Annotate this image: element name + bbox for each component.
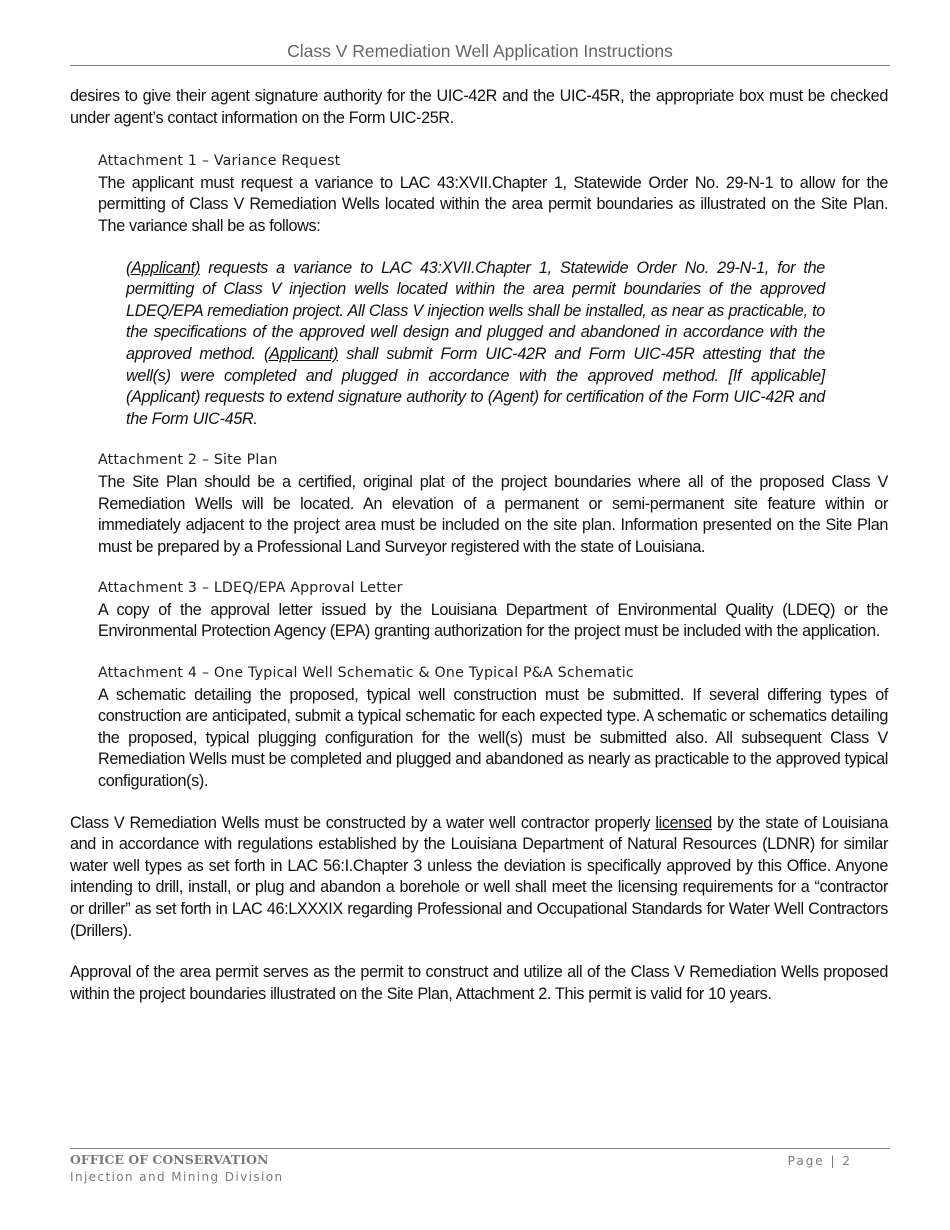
attachment-4-text: A schematic detailing the proposed, typical well construction must be submitted. If several differing types of construction are anticipated, submit a typical schematic for each expected type. A schematic or schematics detailing the proposed, typical plugging configuration for the well(s) must be submitted also. All subsequent Class V Remediation Wells must be completed and plugged and abandoned as nearly as practicable to the approved typical configuration(s). bbox=[98, 685, 888, 791]
attachment-2-text: The Site Plan should be a certified, original plat of the project boundaries where all of the proposed Class V Remediation Wells will be located. An elevation of a permanent or semi-permanent site feature within or immediately adjacent to the project area must be included on the site plan. Information presented on the Site Plan must be prepared by a Professional Land Surveyor registered with the state of Louisiana. bbox=[98, 472, 888, 556]
contractor-text-before: Class V Remediation Wells must be constructed by a water well contractor properly bbox=[70, 813, 656, 832]
attachment-2-section bbox=[98, 450, 888, 558]
approval-paragraph: Approval of the area permit serves as the permit to construct and utilize all of the Class V Remediation Wells proposed within the project boundaries illustrated on the Site Plan, Attachment 2. This permit is valid for 10 years. bbox=[70, 963, 888, 1003]
intro-paragraph: desires to give their agent signature authority for the UIC-42R and the UIC-45R, the appropriate box must be checked under agent’s contact information on the Form UIC-25R. bbox=[70, 87, 888, 127]
page-header: Class V Remediation Well Application Instructions bbox=[70, 40, 890, 66]
applicant-placeholder: (Applicant) bbox=[263, 344, 339, 363]
footer-division-name: Injection and Mining Division bbox=[70, 1170, 284, 1184]
applicant-placeholder: (Applicant) bbox=[126, 258, 201, 277]
quote-part-2: shall submit Form UIC-42R and Form UIC-45R attesting that the well(s) were completed and plugged in accordance with the approved method. [If applicable] (Applicant) requests to extend signature authority to (Agent) for certification of the Form UIC-42R and the Form UIC-45R. bbox=[126, 344, 825, 428]
variance-quote bbox=[126, 258, 825, 431]
footer-divider bbox=[70, 1148, 890, 1149]
attachment-4-heading: Attachment 4 – One Typical Well Schematic & One Typical P&A Schematic bbox=[98, 665, 634, 682]
quote-part-1: requests a variance to LAC 43:XVII.Chapter 1, Statewide Order No. 29-N-1, for the permitting of Class V injection wells located within the area permit boundaries of the approved LDEQ/EPA remediation project. All Class V injection wells shall be installed, as near as practicable, to the specifications of the approved well design and plugged and abandoned in accordance with the approved method. bbox=[126, 258, 825, 363]
page-number: Page | 2 bbox=[787, 1154, 852, 1168]
attachment-1-heading: Attachment 1 – Variance Request bbox=[98, 153, 341, 170]
footer-office-name: OFFICE OF CONSERVATION bbox=[70, 1152, 269, 1167]
attachment-1-section bbox=[98, 151, 888, 237]
document-body bbox=[70, 86, 888, 1005]
contractor-paragraph bbox=[70, 813, 888, 943]
attachment-4-section bbox=[98, 663, 888, 793]
contractor-text-after: by the state of Louisiana and in accordance with regulations established by the Louisiana Department of Natural Resources (LDNR) for similar water well types as set forth in LAC 56:I.Chapter 3 unless the deviation is specifically approved by this Office. Anyone intending to drill, install, or plug and abandon a borehole or well shall meet the licensing requirements for a “contractor or driller” as set forth in LAC 46:LXXXIX regarding Professional and Occupational Standards for Water Well Contractors (Drillers). bbox=[70, 813, 888, 940]
attachment-3-heading: Attachment 3 – LDEQ/EPA Approval Letter bbox=[98, 580, 403, 597]
attachment-1-text: The applicant must request a variance to LAC 43:XVII.Chapter 1, Statewide Order No. 29-N-1 to allow for the permitting of Class V Remediation Wells located within the area permit boundaries as illustrated on the Site Plan. The variance shall be as follows: bbox=[98, 173, 888, 235]
licensed-underlined: licensed bbox=[655, 813, 712, 832]
attachment-3-text: A copy of the approval letter issued by the Louisiana Department of Environmental Quality (LDEQ) or the Environmental Protection Agency (EPA) granting authorization for the project must be included with the application. bbox=[98, 600, 888, 641]
attachment-2-heading: Attachment 2 – Site Plan bbox=[98, 452, 278, 469]
attachment-3-section bbox=[98, 578, 888, 643]
